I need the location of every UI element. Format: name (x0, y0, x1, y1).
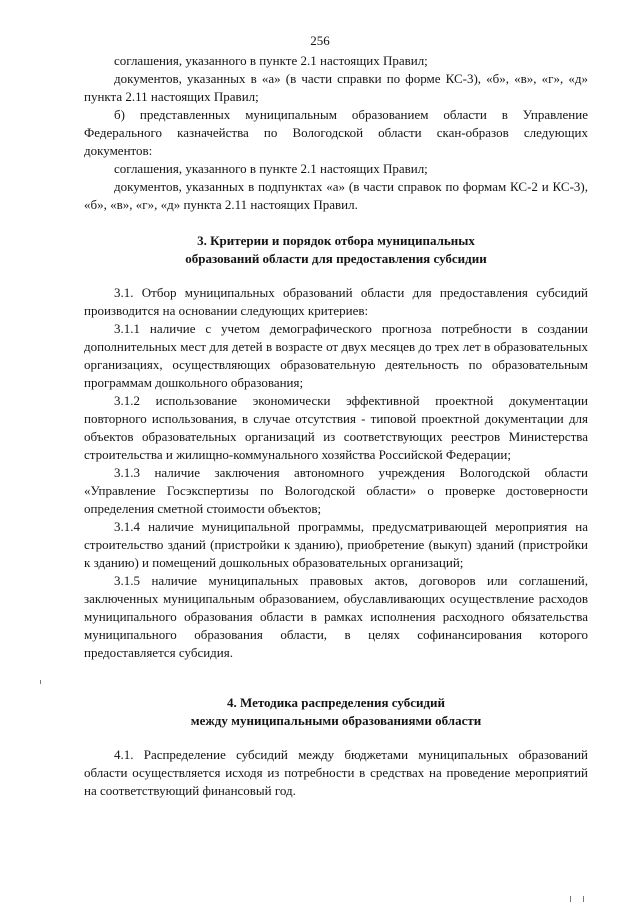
section-4-body (84, 746, 588, 800)
paragraph: 3.1.4 наличие муниципальной программы, предусматривающей мероприятия на строительство зданий (пристройки к зданию), приобретение (выкуп) зданий (пристройки к зданию) и помещений дошкольных образовательных организаций; (84, 519, 588, 570)
paragraph: соглашения, указанного в пункте 2.1 настоящих Правил; (114, 53, 428, 68)
section-3-body (84, 284, 588, 662)
heading-line: между муниципальными образованиями области (190, 713, 482, 728)
paragraph: 3.1. Отбор муниципальных образований области для предоставления субсидий производится на основании следующих критериев: (84, 285, 588, 318)
heading-line: 3. Критерии и порядок отбора муниципальных (197, 233, 475, 248)
heading-line: 4. Методика распределения субсидий (226, 695, 446, 710)
scan-artifact (570, 896, 571, 902)
top-paragraphs (84, 52, 588, 214)
paragraph: документов, указанных в «а» (в части справки по форме КС-3), «б», «в», «г», «д» пункта 2.11 настоящих Правил; (84, 71, 588, 104)
paragraph: 3.1.5 наличие муниципальных правовых актов, договоров или соглашений, заключенных муниципальным образованием, обуславливающих осуществление расходов муниципального образования области в рамках исполнения расходного обязательства муниципального образования области, в целях софинансирования которого предоставляется субсидия. (84, 573, 588, 660)
scan-artifact (40, 680, 41, 684)
scan-artifact (583, 896, 584, 902)
paragraph: соглашения, указанного в пункте 2.1 настоящих Правил; (114, 161, 428, 176)
paragraph: б) представленных муниципальным образованием области в Управление Федерального казначейства по Вологодской области скан-образов следующих документов: (84, 107, 588, 158)
heading-line: образований области для предоставления субсидии (185, 251, 487, 266)
paragraph: 3.1.3 наличие заключения автономного учреждения Вологодской области «Управление Госэкспертизы по Вологодской области» о проверке достоверности определения сметной стоимости объектов; (84, 465, 588, 516)
section-3-heading (84, 232, 588, 268)
paragraph: 3.1.2 использование экономически эффективной проектной документации повторного использования, в случае отсутствия - типовой проектной документации для объектов образовательных организаций из соответствующих реестров Министерства строительства и жилищно-коммунального хозяйства Российской Федерации; (84, 393, 588, 462)
page-number: 256 (310, 33, 330, 48)
paragraph: 3.1.1 наличие с учетом демографического прогноза потребности в создании дополнительных мест для детей в возрасте от двух месяцев до трех лет в образовательных организациях, осуществляющих образовательную деятельность по образовательным программам дошкольного образования; (84, 321, 588, 390)
paragraph: документов, указанных в подпунктах «а» (в части справок по формам КС-2 и КС-3), «б», «в», «г», «д» пункта 2.11 настоящих Правил. (84, 179, 588, 212)
section-4-heading (84, 694, 588, 730)
paragraph: 4.1. Распределение субсидий между бюджетами муниципальных образований области осуществляется исходя из потребности в средствах на проведение мероприятий на соответствующий финансовый год. (84, 747, 588, 798)
